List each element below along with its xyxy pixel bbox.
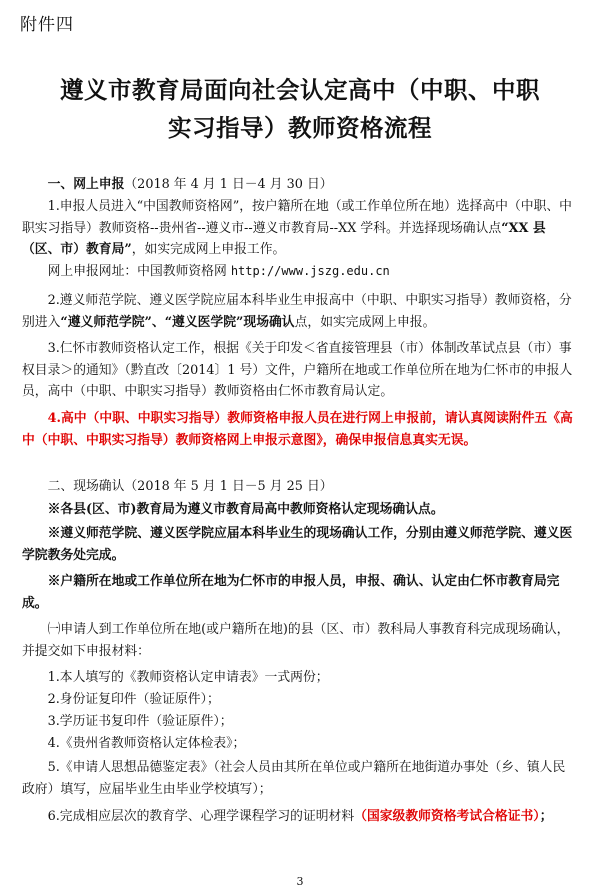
section2-note-1: ※各县(区、市)教育局为遵义市教育局高中教师资格认定现场确认点。 <box>47 502 444 517</box>
section1-heading: 一、网上申报 <box>47 177 125 192</box>
section1-para-3: 3.仁怀市教师资格认定工作，根据《关于印发＜省直接管理县（市）体制改革试点县（市）事权目录＞的通知》（黔直改〔2014〕1 号）文件，户籍所在地或工作单位所在地为仁怀市的申报人员，高中（中职、中职实习指导）教师资格由仁怀市教育局认定。 <box>22 341 573 399</box>
page-number: 3 <box>296 875 304 888</box>
section1-date: （2018 年 4 月 1 日－4 月 30 日） <box>124 177 333 192</box>
section2-note-3: ※户籍所在地或工作单位所在地为仁怀市的申报人员，申报、确认、认定由仁怀市教育局完成。 <box>22 574 560 611</box>
material-item-3: 3.学历证书复印件（验证原件）； <box>47 714 233 729</box>
material-item-2: 2.身份证复印件（验证原件）； <box>47 692 220 707</box>
section2-note-2: ※遵义师范学院、遵义医学院应届本科毕业生的现场确认工作，分别由遵义师范学院、遵义医学院教务处完成。 <box>22 526 573 563</box>
material-item-6-text: 6.完成相应层次的教育学、心理学课程学习的证明材料 <box>47 809 355 824</box>
material-item-5: 5.《申请人思想品德鉴定表》（社会人员由其所在单位或户籍所在地街道办事处（乡、镇人民政府）填写，应届毕业生由毕业学校填写）； <box>22 760 566 797</box>
material-item-6-highlight: （国家级教师资格考试合格证书） <box>354 809 540 824</box>
section2-date: （2018 年 5 月 1 日－5 月 25 日） <box>124 479 333 494</box>
section1-para-1-text: 1.申报人员进入“中国教师资格网”，按户籍所在地（或工作单位所在地）选择高中（中职、中职实习指导）教师资格--贵州省--遵义市--遵义市教育局--XX 学科。并选择现场确认点 <box>22 199 572 236</box>
section2-heading: 二、现场确认 <box>47 479 125 494</box>
website-label: 网上申报网址：中国教师资格网 <box>47 264 231 279</box>
section1-para-2-tail: 点，如实完成网上申报。 <box>294 314 436 330</box>
section2-heading-line <box>22 476 578 498</box>
material-item-6-tail: ； <box>539 809 553 824</box>
section1-para-2-bold: “遵义师范学院”、“遵义医学院”现场确认 <box>60 314 295 330</box>
attachment-label: 附件四 <box>20 15 74 35</box>
material-item-4: 4.《贵州省教师资格认定体检表》； <box>47 736 246 751</box>
section1-para-2-text: 2.遵义师范学院、遵义医学院应届本科毕业生申报高中（中职、中职实习指导）教师资格，分别进入 <box>22 293 572 330</box>
section1-para-4-warning: 4.高中（中职、中职实习指导）教师资格申报人员在进行网上申报前，请认真阅读附件五《高中（中职、中职实习指导）教师资格网上申报示意图》，确保申报信息真实无误。 <box>22 411 573 448</box>
section1-para-1-tail: ，如实完成网上申报工作。 <box>131 242 286 257</box>
material-item-6 <box>22 806 578 828</box>
website-url[interactable]: http://www.jszg.edu.cn <box>230 264 390 278</box>
section1-heading-line <box>22 174 578 196</box>
section1-para-2 <box>22 290 578 333</box>
doc-title-line-1: 遵义市教育局面向社会认定高中（中职、中职 <box>60 76 540 104</box>
section1-website-line <box>22 261 578 283</box>
section2-intro: ㈠申请人到工作单位所在地(或户籍所在地)的县（区、市）教科局人事教育科完成现场确认，并提交如下申报材料： <box>22 622 570 659</box>
doc-title-line-2: 实习指导）教师资格流程 <box>168 114 432 142</box>
section1-para-1-bold: “XX 县（区、市）教育局” <box>22 220 546 257</box>
section1-para-1 <box>22 196 578 261</box>
material-item-1: 1.本人填写的《教师资格认定申请表》一式两份； <box>47 670 329 685</box>
